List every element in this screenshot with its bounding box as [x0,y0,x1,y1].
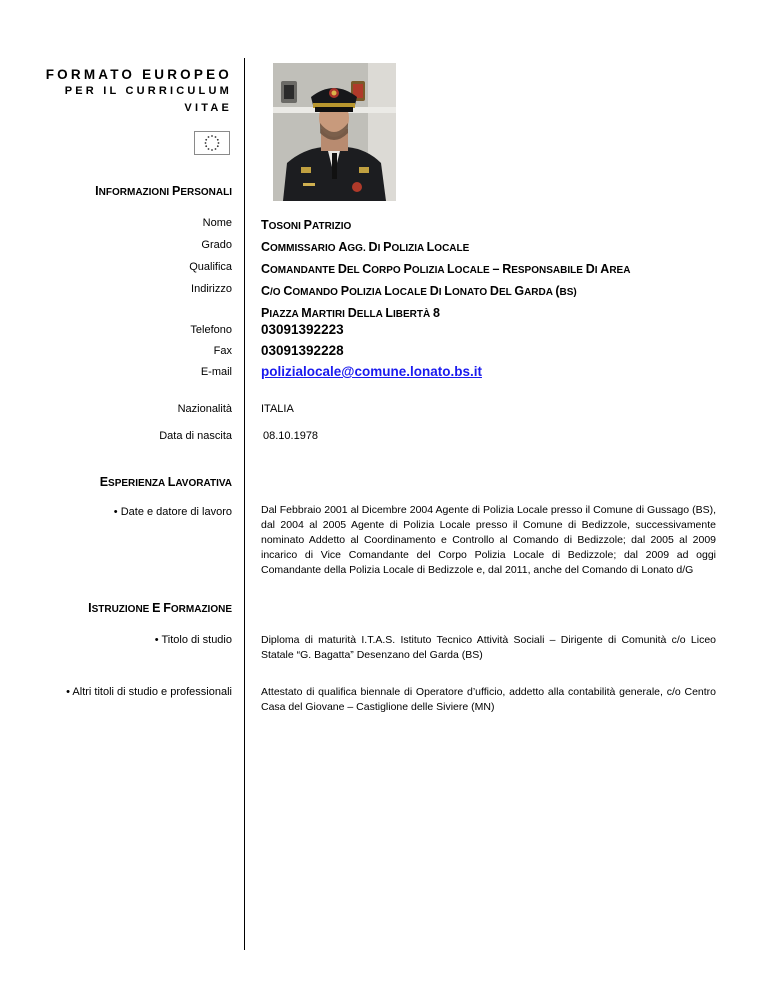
value-telefono: 03091392223 [261,322,344,337]
label-altri-titoli: • Altri titoli di studio e professionali [66,686,232,698]
cv-title [46,66,232,117]
section-education-label: ISTRUZIONE E FORMAZIONE [88,601,232,615]
value-nazionalita: ITALIA [261,403,294,415]
email-link[interactable]: polizialocale@comune.lonato.bs.it [261,364,482,379]
section-personal-info-label: INFORMAZIONI PERSONALI [95,184,232,198]
label-nome: Nome [202,217,232,229]
section-work-experience [100,475,232,489]
work-experience-text: Dal Febbraio 2001 al Dicembre 2004 Agente di Polizia Locale presso il Comune di Gussago (BS), dal 2004 al 2005 Agente di Polizia Locale presso il Comune di Bedizzole, successivamente nominato Addetto al Coordinamento e Controllo al Comando di Bedizzole; dal 2005 al 2009 incarico di Vice Comandante del Corpo Polizia Locale di Bedizzole; dal 2009 ad oggi Comandante della Polizia Locale di Bedizzole e, dal 2011, anche del Comando di Lonato d/G [261,504,716,576]
value-nome: TOSONI PATRIZIO [261,218,352,232]
title-line-2: PER IL CURRICULUM [64,85,232,97]
label-data-nascita: Data di nascita [159,430,232,442]
value-indirizzo-line2: PIAZZA MARTIRI DELLA LIBERTÀ 8 [261,306,440,320]
altri-titoli-text: Attestato di qualifica biennale di Operatore d’ufficio, addetto alla contabilità generale, c/o Centro Casa del Giovane – Castiglione delle Siviere (MN) [261,686,716,713]
title-line-1: FORMATO EUROPEO [45,67,232,82]
titolo-studio-text: Diploma di maturità I.T.A.S. Istituto Tecnico Attività Sociali – Dirigente di Comunità c/o Liceo Statale “G. Bagatta” Desenzano del Garda (BS) [261,634,716,661]
value-fax: 03091392228 [261,343,344,358]
section-work-experience-label: ESPERIENZA LAVORATIVA [99,475,232,489]
section-personal-info [95,184,232,198]
label-grado: Grado [201,239,232,251]
section-education [88,601,232,615]
label-qualifica: Qualifica [189,261,232,273]
label-email: E-mail [200,366,232,378]
value-grado: COMMISSARIO AGG. DI POLIZIA LOCALE [261,240,470,254]
label-nazionalita: Nazionalità [177,403,232,415]
eu-flag-icon [194,131,230,155]
title-line-3: VITAE [184,102,232,114]
label-date-datore: • Date e datore di lavoro [113,506,232,518]
label-telefono: Telefono [190,324,232,336]
value-indirizzo-line1: C/O COMANDO POLIZIA LOCALE DI LONATO DEL GARDA (BS) [261,284,577,298]
officer-portrait-photo [273,63,396,201]
value-qualifica: COMANDANTE DEL CORPO POLIZIA LOCALE – RESPONSABILE DI AREA [261,262,631,276]
label-titolo-studio: • Titolo di studio [154,634,232,646]
label-indirizzo: Indirizzo [191,283,232,295]
vertical-divider [244,58,245,950]
label-fax: Fax [213,345,232,357]
value-data-nascita: 08.10.1978 [263,430,319,442]
